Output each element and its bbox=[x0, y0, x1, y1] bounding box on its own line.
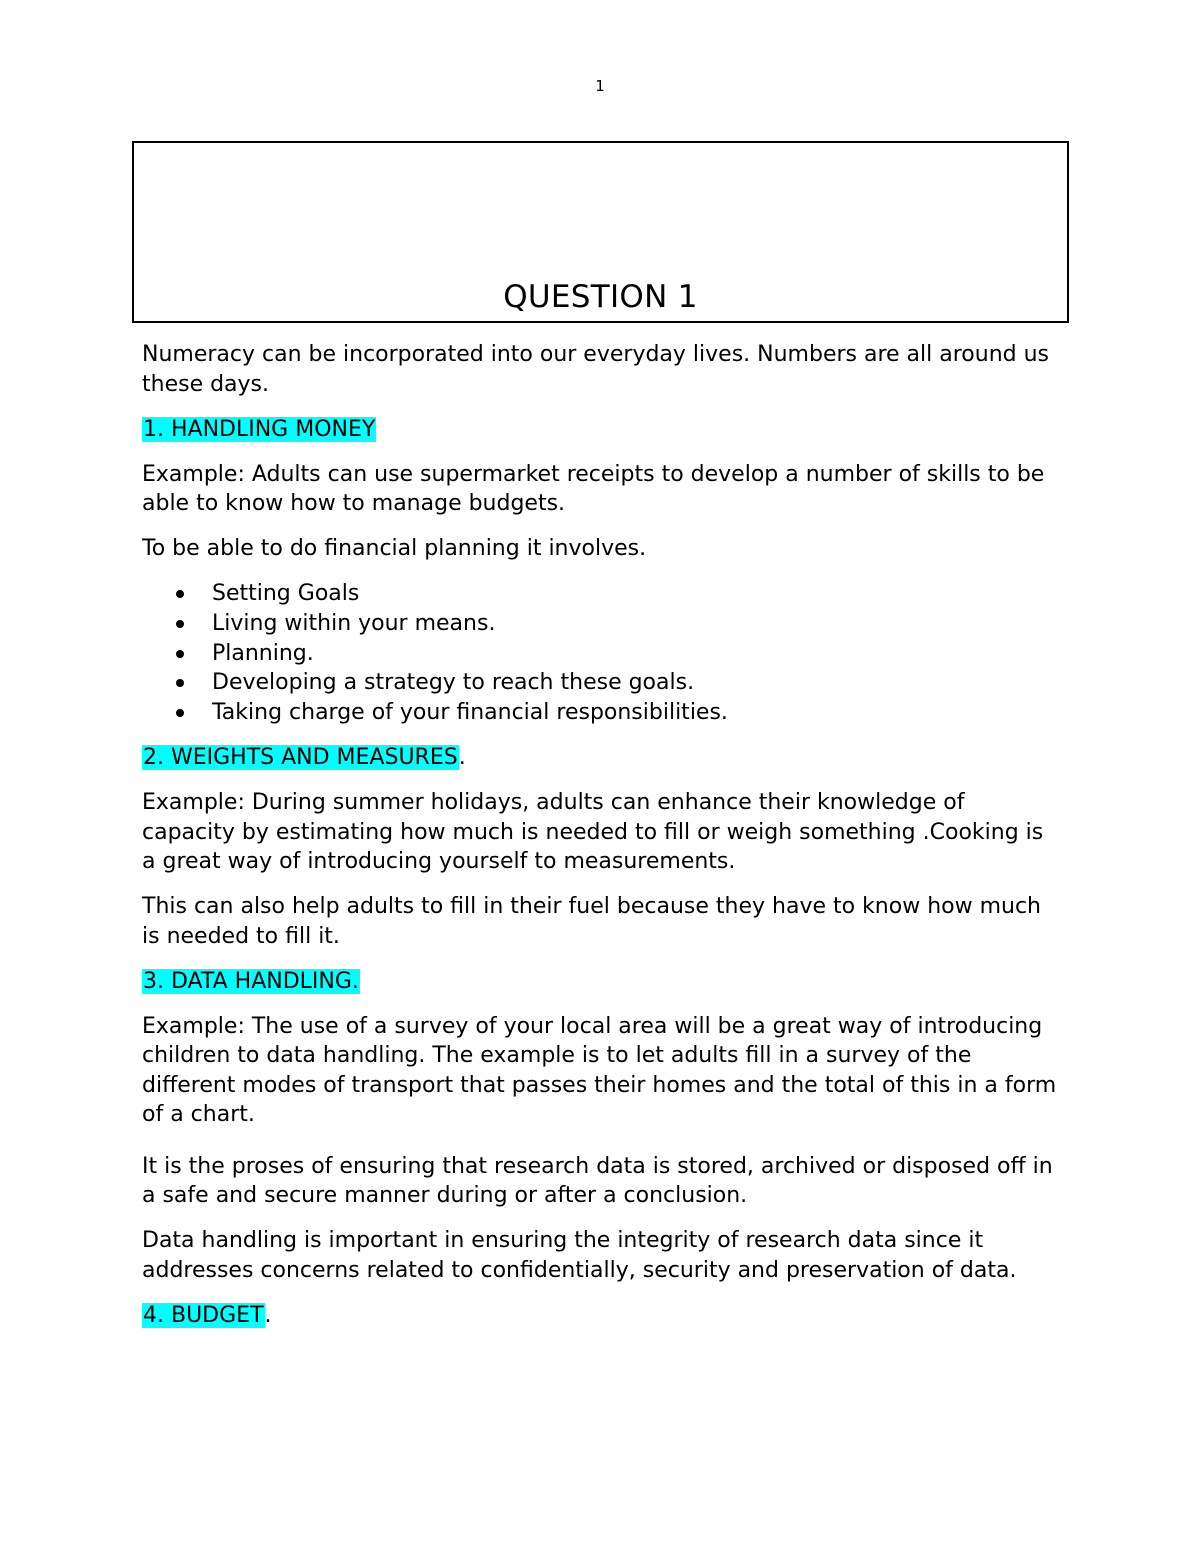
bullet-icon bbox=[176, 709, 184, 717]
title-box bbox=[132, 141, 1069, 323]
highlighted-heading: 4. BUDGET bbox=[143, 1302, 264, 1328]
section-paragraph: Data handling is important in ensuring the integrity of research data since it addresses concerns related to confidentially, security and preservation of data. bbox=[142, 1228, 1017, 1283]
document-body bbox=[142, 340, 1062, 1346]
page-title: QUESTION 1 bbox=[503, 279, 698, 315]
intro-paragraph: Numeracy can be incorporated into our everyday lives. Numbers are all around us these days. bbox=[142, 342, 1050, 397]
list-item: Planning. bbox=[142, 639, 1062, 669]
list-item: Living within your means. bbox=[142, 609, 1062, 639]
list-item: Setting Goals bbox=[142, 579, 1062, 609]
highlighted-heading: 2. WEIGHTS AND MEASURES bbox=[143, 745, 458, 771]
bullet-icon bbox=[176, 620, 184, 628]
highlighted-heading: 1. HANDLING MONEY bbox=[143, 416, 376, 442]
section-paragraph: Example: The use of a survey of your local area will be a great way of introducing children to data handling. The example is to let adults fill in a survey of the different modes of transport that passes their homes and the total of this in a form of a chart. bbox=[142, 1013, 1057, 1128]
highlighted-heading: 3. DATA HANDLING. bbox=[143, 968, 359, 994]
section-paragraph: Example: During summer holidays, adults can enhance their knowledge of capacity by estimating how much is needed to fill or weigh something .Cooking is a great way of introducing yourself to measurements. bbox=[142, 790, 1044, 875]
bullet-icon bbox=[176, 650, 184, 658]
bullet-icon bbox=[176, 679, 184, 687]
section-paragraph: It is the proses of ensuring that research data is stored, archived or disposed off in a safe and secure manner during or after a conclusion. bbox=[142, 1153, 1053, 1209]
bullet-list bbox=[142, 579, 1062, 728]
section-heading-data-handling bbox=[142, 967, 1062, 997]
section-paragraph: To be able to do financial planning it involves. bbox=[142, 536, 647, 561]
bullet-icon bbox=[176, 590, 184, 598]
list-item: Developing a strategy to reach these goals. bbox=[142, 668, 1062, 698]
section-paragraph: Example: Adults can use supermarket receipts to develop a number of skills to be able to know how to manage budgets. bbox=[142, 461, 1045, 516]
section-paragraph: This can also help adults to fill in their fuel because they have to know how much is needed to fill it. bbox=[142, 894, 1042, 949]
page-number: 1 bbox=[595, 77, 605, 95]
section-heading-weights-and-measures: 2. WEIGHTS AND MEASURES. bbox=[143, 745, 466, 771]
list-item: Taking charge of your financial responsibilities. bbox=[142, 698, 1062, 728]
section-heading-handling-money bbox=[142, 415, 1062, 445]
section-heading-budget: 4. BUDGET. bbox=[143, 1302, 272, 1328]
